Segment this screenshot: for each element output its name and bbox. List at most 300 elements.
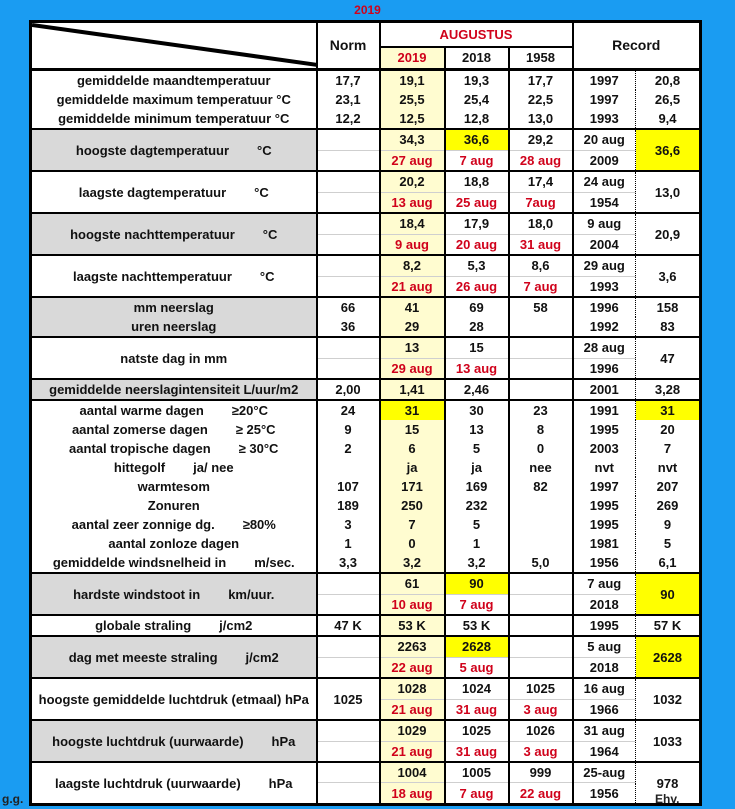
table-row: [31, 129, 701, 150]
table-row: [31, 615, 701, 636]
date-2019: 27 aug: [380, 150, 445, 171]
row-label: [31, 458, 317, 477]
row-label: [31, 129, 317, 171]
record-value: 9: [636, 515, 701, 534]
norm-value: [317, 255, 380, 276]
value-2019: 0: [380, 534, 445, 553]
value-1958: 8,6: [509, 255, 573, 276]
value-2018: 232: [445, 496, 509, 515]
date-2019: 21 aug: [380, 699, 445, 720]
row-label: [31, 534, 317, 553]
row-label-text: aantal tropische dagen: [69, 441, 211, 456]
date-1958: 28 aug: [509, 150, 573, 171]
table-row: [31, 171, 701, 192]
norm-empty: [317, 192, 380, 213]
table-row: [31, 439, 701, 458]
record-value: 7: [636, 439, 701, 458]
row-unit: ≥ 30°C: [238, 441, 279, 456]
row-label-text: hoogste gemiddelde luchtdruk (etmaal) hPa: [38, 691, 309, 707]
value-2019: ja: [380, 458, 445, 477]
norm-value: 12,2: [317, 109, 380, 129]
record-year: 1992: [573, 317, 636, 337]
norm-value: 2: [317, 439, 380, 458]
table-row: [31, 213, 701, 234]
norm-value: 3,3: [317, 553, 380, 573]
record-date: 20 aug: [573, 129, 636, 150]
record-value: 57 K: [636, 615, 701, 636]
record-year: 2003: [573, 439, 636, 458]
row-unit: j/cm2: [219, 618, 253, 633]
date-1958: 3 aug: [509, 741, 573, 762]
table-row: [31, 337, 701, 358]
value-2019: 7: [380, 515, 445, 534]
value-2019: 31: [380, 400, 445, 420]
record-value: 3,6: [636, 255, 701, 297]
record-value: 2628: [636, 636, 701, 678]
footer-right: Ehv.: [655, 792, 680, 806]
record-year: 1997: [573, 90, 636, 109]
norm-value: [317, 458, 380, 477]
value-1958: [509, 636, 573, 657]
date-1958: 31 aug: [509, 234, 573, 255]
row-label-text: hoogste nachttemperatuur: [70, 226, 235, 242]
value-2018: 2,46: [445, 379, 509, 400]
row-label: [31, 337, 317, 379]
date-2018: 7 aug: [445, 150, 509, 171]
value-2019: 12,5: [380, 109, 445, 129]
record-value: 83: [636, 317, 701, 337]
record-value: 207: [636, 477, 701, 496]
date-2019: 13 aug: [380, 192, 445, 213]
table-row: [31, 573, 701, 594]
row-label: [31, 477, 317, 496]
row-label-text: hoogste luchtdruk (uurwaarde): [52, 733, 244, 749]
date-2019: 10 aug: [380, 594, 445, 615]
table-row: [31, 678, 701, 699]
row-label: [31, 171, 317, 213]
table-row: [31, 515, 701, 534]
row-unit: °C: [262, 226, 278, 242]
value-2019: 18,4: [380, 213, 445, 234]
value-2018: 5,3: [445, 255, 509, 276]
value-1958: 22,5: [509, 90, 573, 109]
record-value: 26,5: [636, 90, 701, 109]
year-header-1958: 1958: [509, 47, 573, 70]
record-year: 1996: [573, 358, 636, 379]
value-1958: 1025: [509, 678, 573, 699]
row-label: [31, 515, 317, 534]
record-date: 16 aug: [573, 678, 636, 699]
record-year: 1956: [573, 553, 636, 573]
row-label: [31, 496, 317, 515]
date-2019: 18 aug: [380, 783, 445, 805]
record-year: 1993: [573, 109, 636, 129]
norm-value: [317, 573, 380, 594]
value-1958: nee: [509, 458, 573, 477]
row-unit: ≥80%: [242, 517, 276, 532]
value-2019: 20,2: [380, 171, 445, 192]
row-unit: m/sec.: [254, 555, 295, 570]
norm-value: 1: [317, 534, 380, 553]
norm-empty: [317, 358, 380, 379]
row-unit: km/uur.: [228, 586, 275, 602]
record-year: 2001: [573, 379, 636, 400]
record-value: 6,1: [636, 553, 701, 573]
row-label-text: gemiddelde neerslagintensiteit L/uur/m2: [49, 382, 299, 397]
record-year: 2004: [573, 234, 636, 255]
diagonal-line: [32, 23, 317, 68]
row-label-text: mm neerslag: [133, 300, 214, 315]
record-value: 5: [636, 534, 701, 553]
value-2018: 18,8: [445, 171, 509, 192]
value-1958: 17,7: [509, 70, 573, 91]
record-value: 47: [636, 337, 701, 379]
row-label: [31, 255, 317, 297]
value-2019: 171: [380, 477, 445, 496]
norm-empty: [317, 594, 380, 615]
value-1958: [509, 496, 573, 515]
row-label: [31, 439, 317, 458]
record-date: 24 aug: [573, 171, 636, 192]
footer-left: g.g.: [2, 792, 24, 806]
norm-value: [317, 720, 380, 741]
value-2018: 5: [445, 439, 509, 458]
date-2018: 20 aug: [445, 234, 509, 255]
row-unit: ja/ nee: [193, 460, 234, 475]
record-value: 1032: [636, 678, 701, 720]
row-label-text: warmtesom: [137, 479, 210, 494]
value-1958: 999: [509, 762, 573, 783]
norm-value: 189: [317, 496, 380, 515]
row-label: [31, 615, 317, 636]
table-row: [31, 762, 701, 783]
month-header: AUGUSTUS: [380, 22, 573, 47]
value-1958: 8: [509, 420, 573, 439]
value-1958: 29,2: [509, 129, 573, 150]
record-year: 2018: [573, 594, 636, 615]
row-label: [31, 420, 317, 439]
norm-value: 24: [317, 400, 380, 420]
record-value: 9,4: [636, 109, 701, 129]
table-row: [31, 297, 701, 317]
value-2018: 5: [445, 515, 509, 534]
record-header: Record: [573, 22, 701, 70]
value-2018: 1005: [445, 762, 509, 783]
value-2019: 15: [380, 420, 445, 439]
norm-value: 23,1: [317, 90, 380, 109]
norm-empty: [317, 234, 380, 255]
weather-stats-table: [29, 20, 702, 806]
record-value: 31: [636, 400, 701, 420]
record-year: 1993: [573, 276, 636, 297]
value-2018: 3,2: [445, 553, 509, 573]
record-date: 31 aug: [573, 720, 636, 741]
norm-value: 107: [317, 477, 380, 496]
date-1958: 3 aug: [509, 699, 573, 720]
value-2018: 1025: [445, 720, 509, 741]
value-1958: [509, 573, 573, 594]
row-label: [31, 678, 317, 720]
row-unit: ≥20°C: [231, 403, 268, 418]
record-value: 20: [636, 420, 701, 439]
year-header-2018: 2018: [445, 47, 509, 70]
table-row: [31, 317, 701, 337]
value-2018: 12,8: [445, 109, 509, 129]
value-2018: 15: [445, 337, 509, 358]
value-2019: 8,2: [380, 255, 445, 276]
table-row: [31, 720, 701, 741]
row-label-text: globale straling: [95, 618, 192, 633]
record-value: nvt: [636, 458, 701, 477]
value-1958: 1026: [509, 720, 573, 741]
table-row: [31, 70, 701, 91]
date-2019: 21 aug: [380, 741, 445, 762]
value-1958: [509, 317, 573, 337]
record-year: 1981: [573, 534, 636, 553]
value-2018: 36,6: [445, 129, 509, 150]
year-header-2019: 2019: [380, 47, 445, 70]
row-label: [31, 553, 317, 573]
row-label: [31, 297, 317, 317]
norm-empty: [317, 657, 380, 678]
record-year: 1954: [573, 192, 636, 213]
date-2018: 5 aug: [445, 657, 509, 678]
date-2019: 9 aug: [380, 234, 445, 255]
row-unit: °C: [254, 184, 269, 200]
date-1958: 7aug: [509, 192, 573, 213]
row-label-text: natste dag in mm: [120, 350, 228, 366]
diagonal-header-cell: [31, 22, 317, 70]
value-1958: [509, 337, 573, 358]
row-unit: °C: [259, 268, 275, 284]
value-2018: 30: [445, 400, 509, 420]
value-2018: 25,4: [445, 90, 509, 109]
date-1958: 22 aug: [509, 783, 573, 805]
value-2019: 3,2: [380, 553, 445, 573]
norm-empty: [317, 150, 380, 171]
row-label: [31, 762, 317, 805]
value-2019: 61: [380, 573, 445, 594]
table-row: [31, 636, 701, 657]
date-1958: [509, 657, 573, 678]
value-2018: 90: [445, 573, 509, 594]
row-label-text: laagste luchtdruk (uurwaarde): [55, 775, 241, 791]
row-label-text: gemiddelde maandtemperatuur: [76, 73, 271, 88]
norm-value: 36: [317, 317, 380, 337]
norm-value: [317, 762, 380, 783]
table-row: [31, 379, 701, 400]
row-label-text: laagste nachttemperatuur: [72, 268, 232, 284]
value-1958: 18,0: [509, 213, 573, 234]
date-1958: [509, 358, 573, 379]
record-year: 2018: [573, 657, 636, 678]
value-1958: 23: [509, 400, 573, 420]
date-2018: 7 aug: [445, 594, 509, 615]
row-label: [31, 213, 317, 255]
table-row: [31, 534, 701, 553]
row-label: [31, 379, 317, 400]
value-1958: [509, 534, 573, 553]
norm-value: [317, 129, 380, 150]
value-1958: 82: [509, 477, 573, 496]
row-label: [31, 90, 317, 109]
value-1958: [509, 615, 573, 636]
value-2019: 53 K: [380, 615, 445, 636]
value-1958: 5,0: [509, 553, 573, 573]
norm-value: [317, 171, 380, 192]
value-2018: 1024: [445, 678, 509, 699]
value-2018: 17,9: [445, 213, 509, 234]
value-2019: 29: [380, 317, 445, 337]
value-2019: 250: [380, 496, 445, 515]
record-year: nvt: [573, 458, 636, 477]
norm-value: [317, 337, 380, 358]
value-2018: 1: [445, 534, 509, 553]
row-label-text: hardste windstoot in: [73, 586, 201, 602]
record-value: 158: [636, 297, 701, 317]
norm-value: [317, 213, 380, 234]
record-date: 7 aug: [573, 573, 636, 594]
record-value: 20,8: [636, 70, 701, 91]
value-2019: 6: [380, 439, 445, 458]
record-year: 1991: [573, 400, 636, 420]
table-row: [31, 255, 701, 276]
norm-empty: [317, 783, 380, 805]
record-year: 1995: [573, 615, 636, 636]
record-year: 1966: [573, 699, 636, 720]
record-year: 1995: [573, 496, 636, 515]
record-value: 1033: [636, 720, 701, 762]
row-label: [31, 317, 317, 337]
row-label: [31, 400, 317, 420]
row-label: [31, 636, 317, 678]
value-1958: [509, 379, 573, 400]
record-date: 25-aug: [573, 762, 636, 783]
record-year: 1964: [573, 741, 636, 762]
value-2019: 1029: [380, 720, 445, 741]
table-row: [31, 400, 701, 420]
row-unit: hPa: [271, 733, 296, 749]
date-2018: 25 aug: [445, 192, 509, 213]
record-value: 3,28: [636, 379, 701, 400]
row-label-text: gemiddelde minimum temperatuur °C: [58, 111, 290, 126]
record-value: 36,6: [636, 129, 701, 171]
record-year: 1956: [573, 783, 636, 805]
date-2018: 31 aug: [445, 699, 509, 720]
table-row: [31, 477, 701, 496]
date-1958: [509, 594, 573, 615]
record-date: 28 aug: [573, 337, 636, 358]
row-label: [31, 109, 317, 129]
norm-value: 9: [317, 420, 380, 439]
value-2019: 41: [380, 297, 445, 317]
row-label-text: Zonuren: [147, 498, 200, 513]
row-label-text: gemiddelde maximum temperatuur °C: [56, 92, 291, 107]
record-value: 13,0: [636, 171, 701, 213]
value-1958: 0: [509, 439, 573, 458]
row-label: [31, 573, 317, 615]
table-row: [31, 420, 701, 439]
record-year: 1996: [573, 297, 636, 317]
row-label-text: aantal zeer zonnige dg.: [71, 517, 215, 532]
row-unit: j/cm2: [245, 649, 279, 665]
norm-value: 17,7: [317, 70, 380, 91]
record-date: 29 aug: [573, 255, 636, 276]
row-label-text: laagste dagtemperatuur: [78, 184, 227, 200]
record-value: 269: [636, 496, 701, 515]
value-2019: 2263: [380, 636, 445, 657]
value-1958: 58: [509, 297, 573, 317]
record-year: 1997: [573, 70, 636, 91]
value-2019: 1,41: [380, 379, 445, 400]
row-label-text: gemiddelde windsnelheid in: [52, 555, 227, 570]
date-2019: 21 aug: [380, 276, 445, 297]
row-label-text: hoogste dagtemperatuur: [75, 142, 230, 158]
value-1958: [509, 515, 573, 534]
norm-value: 2,00: [317, 379, 380, 400]
table-row: [31, 553, 701, 573]
norm-value: 3: [317, 515, 380, 534]
value-2018: 69: [445, 297, 509, 317]
date-2019: 22 aug: [380, 657, 445, 678]
norm-value: 1025: [317, 678, 380, 720]
date-2018: 7 aug: [445, 783, 509, 805]
row-label-text: uren neerslag: [131, 319, 217, 334]
value-2018: 13: [445, 420, 509, 439]
date-2018: 13 aug: [445, 358, 509, 379]
norm-header: Norm: [317, 22, 380, 70]
row-label: [31, 720, 317, 762]
table-row: [31, 90, 701, 109]
row-label-text: aantal zonloze dagen: [108, 536, 240, 551]
value-2018: 28: [445, 317, 509, 337]
norm-empty: [317, 741, 380, 762]
norm-empty: [317, 276, 380, 297]
table-row: [31, 458, 701, 477]
record-year: 2009: [573, 150, 636, 171]
row-label-text: aantal warme dagen: [79, 403, 204, 418]
norm-value: 47 K: [317, 615, 380, 636]
value-2019: 25,5: [380, 90, 445, 109]
row-unit: °C: [257, 142, 272, 158]
record-date: 5 aug: [573, 636, 636, 657]
row-label-text: dag met meeste straling: [68, 649, 218, 665]
value-2019: 19,1: [380, 70, 445, 91]
value-2019: 34,3: [380, 129, 445, 150]
date-2018: 31 aug: [445, 741, 509, 762]
row-label: [31, 70, 317, 91]
row-label-text: aantal zomerse dagen: [71, 422, 208, 437]
norm-value: 66: [317, 297, 380, 317]
value-2019: 1028: [380, 678, 445, 699]
value-2018: 2628: [445, 636, 509, 657]
value-2018: 19,3: [445, 70, 509, 91]
record-value: 20,9: [636, 213, 701, 255]
date-2019: 29 aug: [380, 358, 445, 379]
norm-value: [317, 636, 380, 657]
value-2019: 13: [380, 337, 445, 358]
record-year: 1995: [573, 420, 636, 439]
date-2018: 26 aug: [445, 276, 509, 297]
row-unit: ≥ 25°C: [235, 422, 276, 437]
value-2019: 1004: [380, 762, 445, 783]
value-1958: 13,0: [509, 109, 573, 129]
table-row: [31, 109, 701, 129]
record-year: 1997: [573, 477, 636, 496]
page-title: 2019: [354, 3, 381, 17]
record-value: 978: [636, 762, 701, 805]
record-value: 90: [636, 573, 701, 615]
